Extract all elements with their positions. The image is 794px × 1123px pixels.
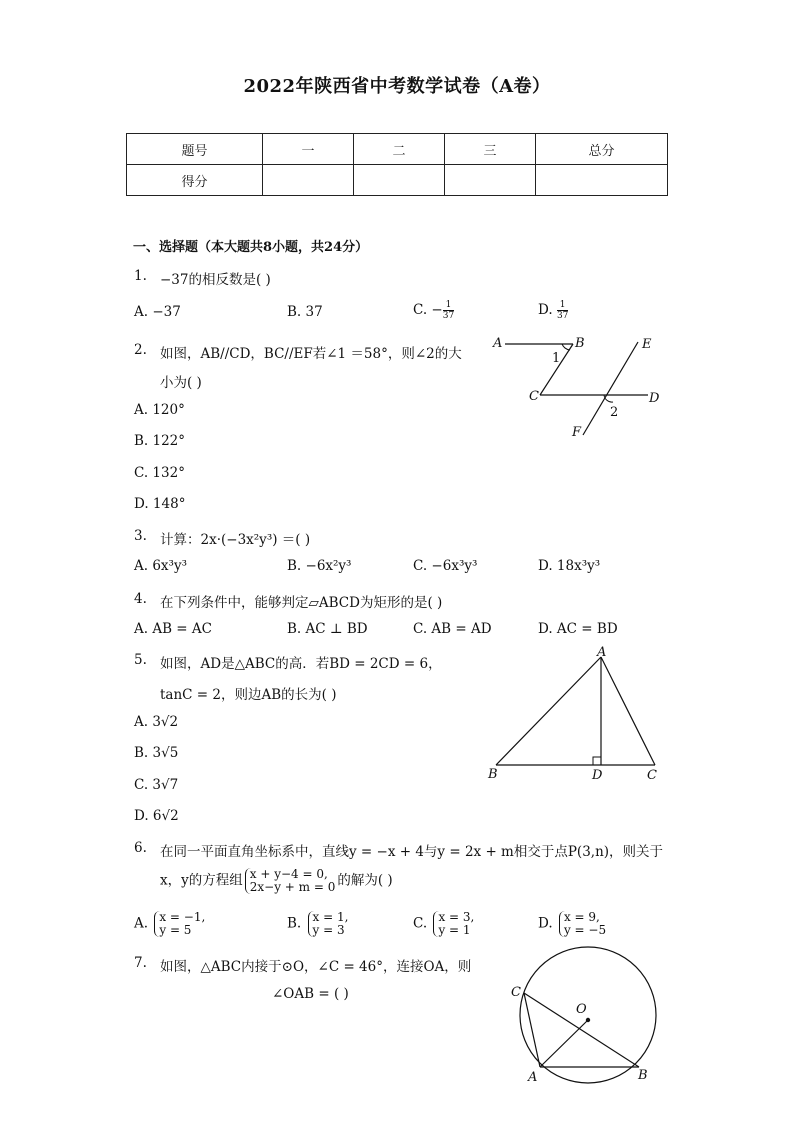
table-header-cell: 三	[445, 134, 536, 165]
equation-system	[308, 911, 349, 937]
score-cell[interactable]	[354, 165, 445, 196]
fig-label: B	[638, 1068, 648, 1083]
question-text-part: 的解为( )	[337, 872, 393, 889]
option-d[interactable]: D. 18x³y³	[538, 558, 601, 574]
option-b[interactable]: B. −6x²y³	[287, 558, 352, 574]
question-text: 在下列条件中，能够判定▱ABCD为矩形的是( )	[160, 595, 443, 611]
fig-label: 2	[610, 405, 619, 420]
figure-parallel-lines	[488, 330, 668, 445]
option-b[interactable]: B. 37	[287, 304, 323, 320]
option-a[interactable]: A. 3√2	[134, 714, 179, 730]
option-d-label: D.	[538, 302, 557, 318]
option-a-label: A.	[134, 915, 149, 932]
table-header-cell: 题号	[127, 134, 263, 165]
option-d[interactable]	[538, 300, 568, 321]
option-d[interactable]: D. 148°	[134, 496, 186, 512]
fraction	[557, 300, 568, 321]
fig-label: B	[488, 767, 498, 782]
fig-label: F	[572, 425, 582, 440]
option-c[interactable]: C. 132°	[134, 465, 185, 481]
equation-line: y = 1	[438, 923, 471, 937]
question-number: 2.	[134, 342, 147, 358]
question-text: 如图，△ABC内接于⊙O，∠C = 46°，连接OA，则	[160, 959, 472, 975]
question-text: 在同一平面直角坐标系中，直线y = −x + 4与y = 2x + m相交于点P(3,n)，则关于	[160, 844, 664, 860]
question-number: 3.	[134, 528, 147, 544]
equation-line: x = 9,	[563, 910, 600, 924]
option-c[interactable]: C. 3√7	[134, 777, 179, 793]
option-b[interactable]: B. 3√5	[134, 745, 179, 761]
page-title: 2022年陕西省中考数学试卷（A卷）	[243, 76, 551, 97]
equation-line: y = 5	[159, 923, 192, 937]
option-c[interactable]	[413, 300, 454, 321]
figure-inscribed-triangle	[505, 945, 665, 1090]
option-d[interactable]: D. AC = BD	[538, 621, 618, 637]
equation-line: x + y−4 = 0,	[249, 867, 328, 881]
fig-label: A	[597, 645, 607, 660]
option-c[interactable]	[413, 911, 476, 937]
question-text-cont	[160, 868, 393, 894]
equation-line: x = −1,	[159, 910, 206, 924]
option-a[interactable]	[134, 911, 207, 937]
fraction-denominator: 37	[556, 311, 569, 321]
question-text: 如图，AB//CD，BC//EF若∠1 ＝58°，则∠2的大	[160, 346, 462, 362]
option-b[interactable]: B. AC ⊥ BD	[287, 621, 368, 637]
score-cell[interactable]	[536, 165, 668, 196]
equation-line: 2x−y + m = 0	[249, 880, 336, 894]
fig-label: A	[528, 1070, 538, 1085]
equation-line: y = −5	[563, 923, 607, 937]
fig-label: D	[649, 391, 660, 406]
option-c-label: C. −	[413, 302, 443, 318]
table-row	[127, 165, 668, 196]
option-b-label: B.	[287, 915, 302, 932]
score-cell[interactable]	[445, 165, 536, 196]
figure-triangle-altitude	[484, 645, 669, 785]
question-number: 7.	[134, 955, 147, 971]
option-a[interactable]: A. −37	[134, 304, 181, 320]
question-text-cont: tanC = 2，则边AB的长为( )	[160, 687, 337, 703]
fig-label: D	[592, 768, 603, 783]
question-number: 1.	[134, 268, 147, 284]
option-a[interactable]: A. 120°	[134, 402, 185, 418]
score-table	[126, 133, 668, 196]
option-a[interactable]: A. AB = AC	[134, 621, 212, 637]
equation-line: y = 3	[312, 923, 345, 937]
fraction-denominator: 37	[442, 311, 455, 321]
table-header-cell: 一	[263, 134, 354, 165]
option-d-label: D.	[538, 915, 553, 932]
fig-label: A	[493, 336, 503, 351]
equation-system	[433, 911, 474, 937]
equation-system	[154, 911, 205, 937]
fraction	[443, 300, 454, 321]
fig-label: 1	[552, 351, 561, 366]
table-row	[127, 134, 668, 165]
question-text: 计算：2x·(−3x²y³) ＝( )	[160, 532, 311, 548]
question-text-cont: ∠OAB = ( )	[272, 986, 349, 1002]
equation-system	[559, 911, 606, 937]
fraction-numerator: 1	[443, 300, 454, 311]
question-text-part: x，y的方程组	[160, 872, 243, 889]
equation-line: x = 1,	[312, 910, 349, 924]
question-text: 如图，AD是△ABC的高．若BD = 2CD = 6，	[160, 656, 442, 672]
fig-label: C	[511, 985, 521, 1000]
option-b[interactable]	[287, 911, 350, 937]
option-c[interactable]: C. −6x³y³	[413, 558, 478, 574]
table-row-label: 得分	[127, 165, 263, 196]
fraction-numerator: 1	[557, 300, 568, 311]
question-number: 6.	[134, 840, 147, 856]
option-c-label: C.	[413, 915, 428, 932]
question-number: 5.	[134, 652, 147, 668]
question-text: −37的相反数是( )	[160, 272, 271, 288]
question-number: 4.	[134, 591, 147, 607]
table-header-cell: 总分	[536, 134, 668, 165]
section-heading: 一、选择题（本大题共8小题，共24分）	[133, 240, 369, 255]
equation-system	[245, 868, 336, 894]
fig-label: B	[575, 336, 585, 351]
fig-label: C	[647, 768, 657, 783]
option-d[interactable]	[538, 911, 608, 937]
option-a[interactable]: A. 6x³y³	[134, 558, 187, 574]
question-text-cont: 小为( )	[160, 375, 202, 391]
equation-line: x = 3,	[438, 910, 475, 924]
option-c[interactable]: C. AB = AD	[413, 621, 492, 637]
table-header-cell: 二	[354, 134, 445, 165]
option-d[interactable]: D. 6√2	[134, 808, 179, 824]
fig-label: E	[642, 337, 652, 352]
fig-label: O	[576, 1002, 587, 1017]
fig-label: C	[529, 389, 539, 404]
option-b[interactable]: B. 122°	[134, 433, 186, 449]
score-cell[interactable]	[263, 165, 354, 196]
